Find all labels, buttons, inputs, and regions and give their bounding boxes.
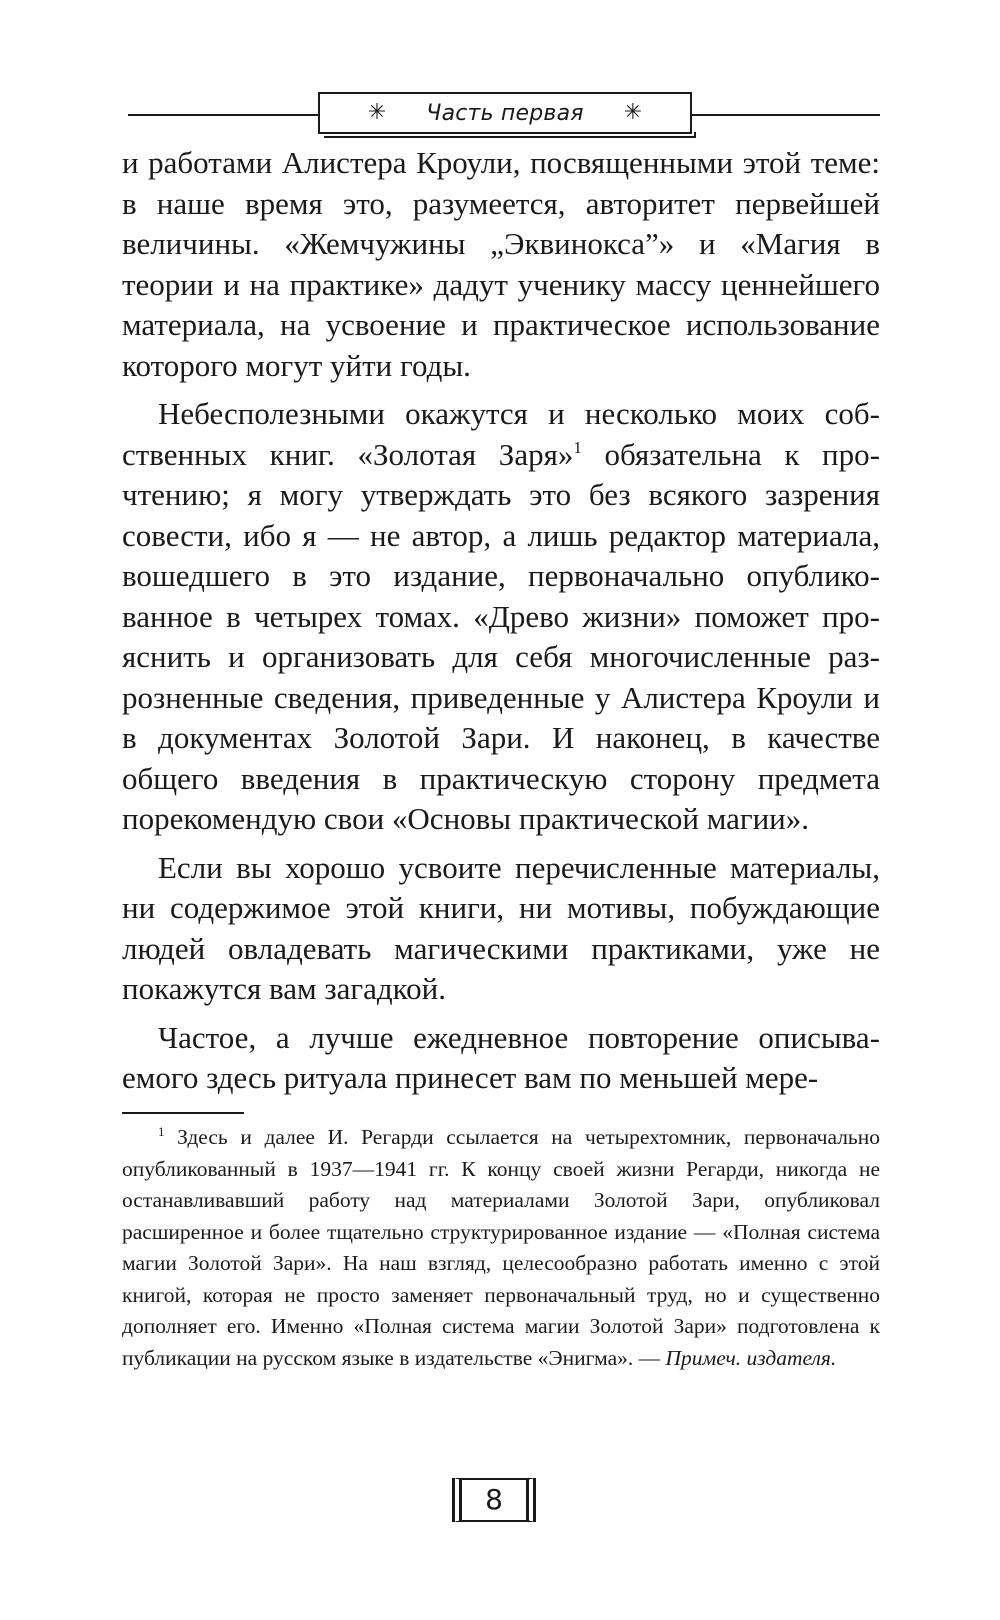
page-number: 8 — [485, 1483, 503, 1516]
page-number-box — [452, 1478, 536, 1522]
body-text — [122, 143, 880, 1107]
header-box — [318, 92, 692, 134]
footnote-separator — [122, 1112, 244, 1114]
asterisk-ornament-icon: ✳ — [367, 100, 387, 125]
section-title: Часть первая — [426, 100, 584, 126]
paragraph: Если вы хорошо усвоите перечисленные материалы, ни содержимое этой книги, ни мотивы, побуждающие людей овладевать магическими практиками, уже не покажутся вам загадкой. — [122, 849, 880, 1006]
running-header — [128, 92, 880, 138]
paragraph-text: обязательна к прочтению; я могу утверждать это без всякого зазрения совести, ибо я — не автор, а лишь редактор материала, вошедшего в это издание, первоначально опубликованное в четырех томах. «Древо жизни» поможет прояснить и организовать для себя многочисленные разрозненные сведения, приведенные у Алистера Кроули и в документах Золотой Зари. И наконец, в качестве общего введения в практическую сторону предмета порекомендую свои «Основы практической магии». — [122, 436, 880, 836]
paragraph: Частое, а лучше ежедневное повторение описываемого здесь ритуала принесет вам по меньшей мере- — [122, 1019, 880, 1095]
paragraph: и работами Алистера Кроули, посвященными этой теме: в наше время это, разумеется, авторитет первейшей величины. «Жемчужины „Эквинокса”» и «Магия в теории и на практике» дадут ученику массу ценнейшего материала, на усвоение и практическое использование которого могут уйти годы. — [122, 145, 880, 383]
header-rule-right — [690, 114, 880, 116]
paragraph — [122, 394, 880, 840]
footnote-marker: 1 — [158, 1124, 165, 1139]
footnote-text: Здесь и далее И. Регарди ссылается на четырехтомник, первоначально опубликованный в 1937—1941 гг. К концу своей жизни Регарди, никогда не останавливавший работу над материалами Золотой Зари, опубликовал расширенное и более тщательно структурированное издание — «Полная система магии Золотой Зари». На наш взгляд, целесообразно работать именно с этой книгой, которая не просто заменяет первоначальный труд, но и существенно дополняет его. Именно «Полная система магии Золотой Зари» подготовлена к публикации на русском языке в издательстве «Энигма». — — [122, 1125, 880, 1370]
paragraph-text: Небесполезными окажутся и несколько моих собственных книг. «Золотая Заря» — [122, 396, 880, 472]
footnote-credit: Примеч. издателя. — [665, 1345, 837, 1370]
footnote-reference: 1 — [573, 437, 582, 457]
header-rule-left — [128, 114, 318, 116]
asterisk-ornament-icon: ✳ — [623, 100, 643, 125]
footnote — [122, 1122, 880, 1374]
